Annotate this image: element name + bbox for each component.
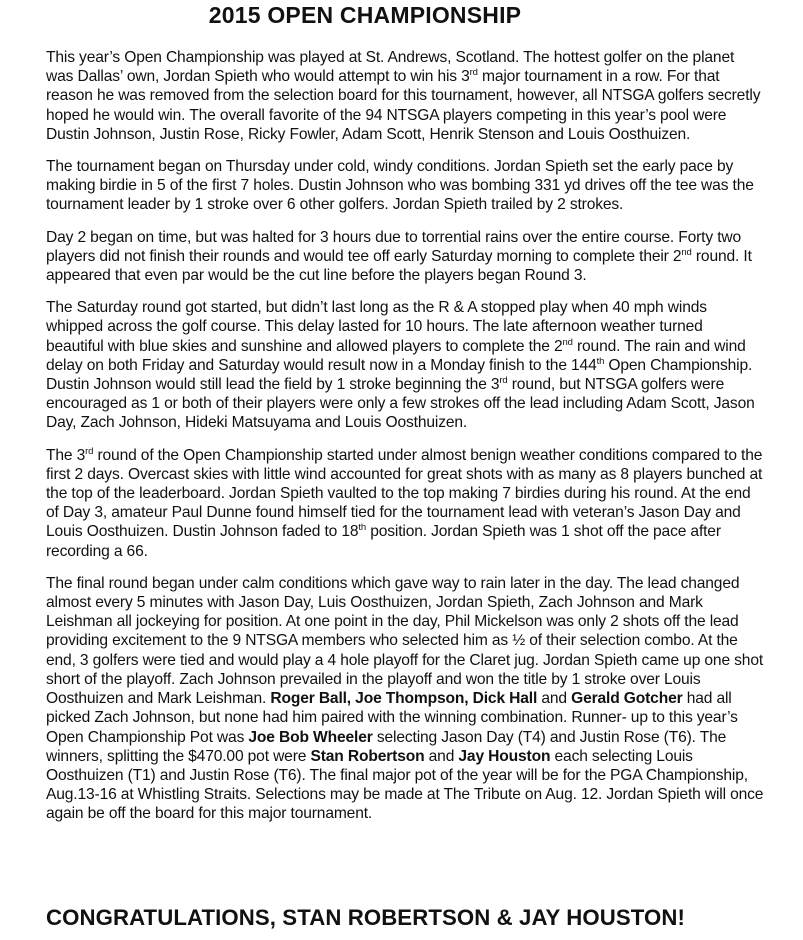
text: had all picked Zach Johnson, but none had him paired with the winning combination. Runner- up to this year’s Open Championship Pot was (46, 690, 738, 746)
page-title: 2015 OPEN CHAMPIONSHIP (208, 2, 522, 28)
winner-names: Roger Ball, Joe Thompson, Dick Hall (270, 690, 538, 708)
runner-up-name: Joe Bob Wheeler (248, 728, 373, 746)
text: round, but NTSGA golfers were encouraged as 1 or both of their players were only a few strokes off the lead including Adam Scott, Jason Day, Zach Johnson, Hideki Matsuyama and Louis Oosthuizen. (46, 376, 755, 432)
text: The final round began under calm conditions which gave way to rain later in the day. The lead changed almost every 5 minutes with Jason Day, Luis Oosthuizen, Jordan Spieth, Zach Johnson and Mark Leishman all jockeying for position. At one point in the day, Phil Mickelson was only 2 shots off the lead providing excitement to the 9 NTSGA members who selected him as ½ of their selection combo. At the end, 3 golfers were tied and would play a 4 hole playoff for the Claret jug. Jordan Spieth came up one shot short of the playoff. Zach Johnson prevailed in the playoff and won the title by 1 stroke over Louis Oosthuizen and Mark Leishman. (46, 574, 764, 708)
text: Open Championship. Dustin Johnson would still lead the field by 1 stroke beginning the 3 (46, 356, 753, 394)
paragraph-round-1: The tournament began on Thursday under cold, windy conditions. Jordan Spieth set the early pace by making birdie in 5 of the first 7 holes. Dustin Johnson who was bombing 331 yd drives off the tee was the tournament leader by 1 stroke over 6 other golfers. Jordan Spieth trailed by 2 strokes. (46, 158, 754, 214)
superscript: rd (469, 67, 478, 79)
winner-name: Jay Houston (458, 747, 551, 765)
paragraph-intro (46, 48, 764, 144)
superscript: rd (85, 445, 94, 457)
superscript: th (596, 355, 605, 367)
superscript: th (358, 522, 367, 534)
text: major tournament in a row. For that reason he was removed from the selection board for this tournament, however, all NTSGA golfers secretly hoped he would win. The overall favorite of the 94 NTSGA players competing in this year’s pool were Dustin Johnson, Justin Rose, Ricky Fowler, Adam Scott, Henrik Stenson and Louis Oosthuizen. (46, 68, 761, 143)
text: selecting Jason Day (T4) and Justin Rose (T6). The winners, splitting the $470.00 pot were (46, 728, 727, 765)
text: and (537, 690, 572, 708)
winner-name: Gerald Gotcher (571, 690, 683, 708)
text: and (424, 747, 459, 765)
paragraph-final-round (46, 574, 764, 824)
congratulations-banner: CONGRATULATIONS, STAN ROBERTSON & JAY HOUSTON! (46, 905, 686, 930)
text: each selecting Louis Oosthuizen (T1) and Justin Rose (T6). The final major pot of the year will be for the PGA Championship, Aug.13-16 at Whistling Straits. Selections may be made at The Tribute on Aug. 12. Jordan Spieth will once again be off the board for this major tournament. (46, 747, 764, 823)
text: Day 2 began on time, but was halted for 3 hours due to torrential rains over the entire course. Forty two players did not finish their rounds and would tee off early Saturday morning to complete their 2 (46, 228, 742, 265)
superscript: nd (562, 336, 573, 348)
text: round. The rain and wind delay on both Friday and Saturday would result now in a Monday finish to the 144 (46, 337, 746, 374)
paragraph-round-3 (46, 446, 764, 561)
text: The Saturday round got started, but didn’t last long as the R & A stopped play when 40 mph winds whipped across the golf course. This delay lasted for 10 hours. The late afternoon weather turned beautiful with blue skies and sunshine and allowed players to complete the 2 (46, 299, 707, 355)
article-body (46, 48, 764, 837)
text: round. It appeared that even par would be the cut line before the players began Round 3. (46, 247, 752, 285)
superscript: rd (499, 375, 508, 387)
paragraph-saturday (46, 298, 764, 432)
text: This year’s Open Championship was played at St. Andrews, Scotland. The hottest golfer on the planet was Dallas’ own, Jordan Spieth who would attempt to win his 3 (46, 49, 735, 86)
text: round of the Open Championship started under almost benign weather conditions compared to the first 2 days. Overcast skies with little wind accounted for great shots with as many as 8 players bunched at the top of the leaderboard. Jordan Spieth vaulted to the top making 7 birdies during his round. At the end of Day 3, amateur Paul Dunne found himself tied for the tournament lead with veteran’s Jason Day and Louis Oosthuizen. Dustin Johnson faded to 18 (46, 446, 763, 541)
text: The 3 (46, 446, 86, 464)
winner-name: Stan Robertson (310, 747, 425, 765)
superscript: nd (681, 246, 692, 258)
paragraph-round-2 (46, 228, 764, 286)
text: position. Jordan Spieth was 1 shot off the pace after recording a 66. (46, 523, 721, 560)
